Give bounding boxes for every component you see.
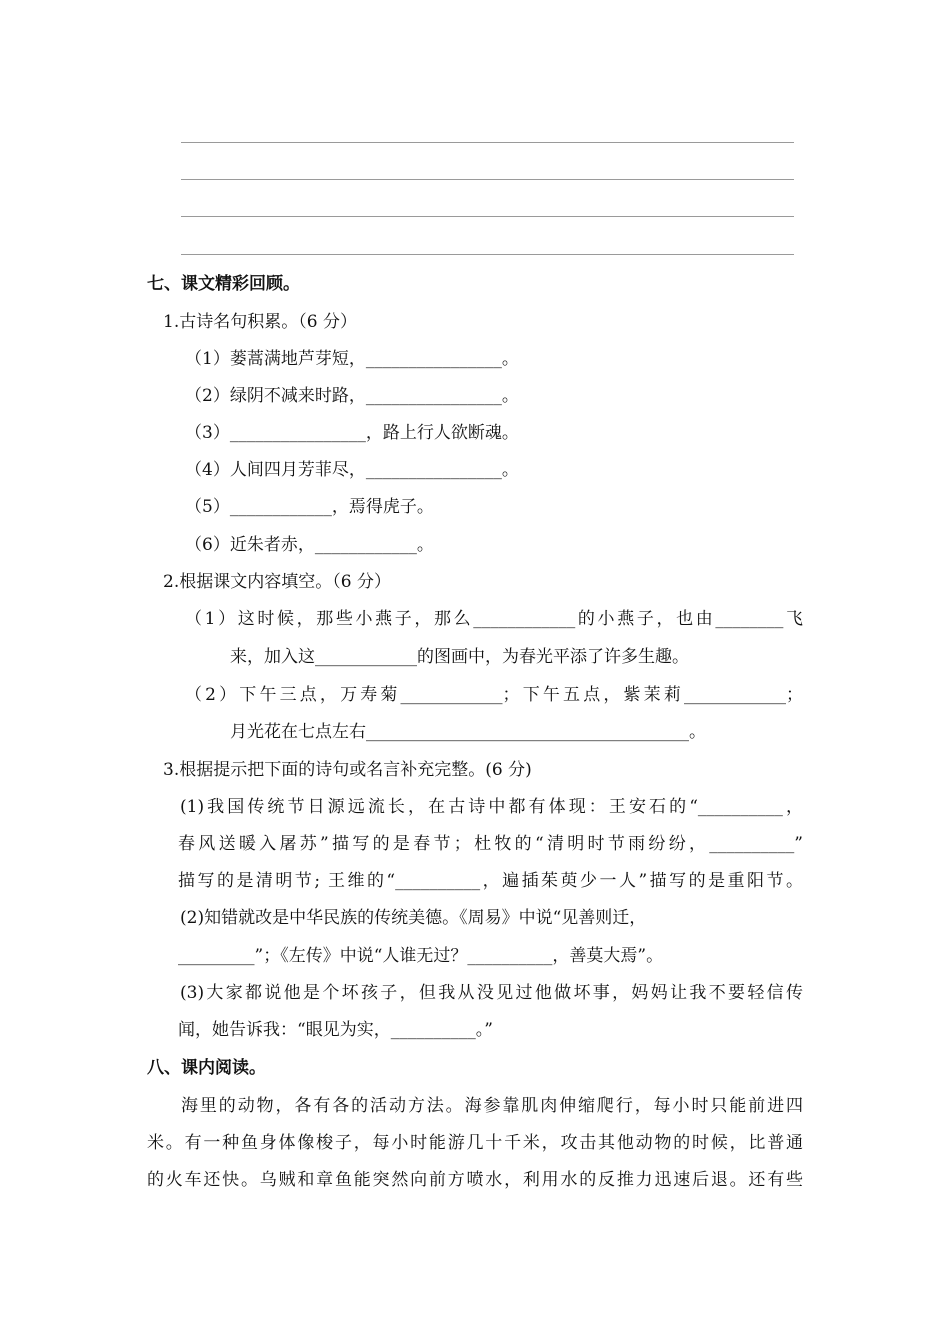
q1-item[interactable]: （6）近朱者赤，____________。 xyxy=(185,535,434,555)
q3-line: (2)知错就改是中华民族的传统美德。《周易》中说“见善则迁， xyxy=(180,908,647,928)
q1-item[interactable]: （4）人间四月芳菲尽，________________。 xyxy=(185,460,519,480)
answer-line[interactable] xyxy=(181,254,794,255)
answer-line[interactable] xyxy=(181,216,794,217)
q2-line[interactable]: （1）这时候，那些小燕子，那么____________的小燕子，也由________飞 xyxy=(185,609,803,629)
q1-title: 1.古诗名句积累。（6 分） xyxy=(163,312,357,332)
q3-line: (3)大家都说他是个坏孩子，但我从没见过他做坏事，妈妈让我不要轻信传 xyxy=(180,983,803,1003)
passage-line: 海里的动物，各有各的活动方法。海参靠肌肉伸缩爬行，每小时只能前进四 xyxy=(181,1096,803,1116)
answer-line[interactable] xyxy=(181,179,794,180)
q1-item[interactable]: （5）____________，焉得虎子。 xyxy=(185,497,434,517)
q2-line[interactable]: 来，加入这____________的图画中，为春光平添了许多生趣。 xyxy=(230,647,689,667)
q3-line[interactable]: 闻，她告诉我：“眼见为实，__________。” xyxy=(178,1020,493,1040)
q3-title: 3.根据提示把下面的诗句或名言补充完整。(6 分) xyxy=(163,760,532,780)
answer-line[interactable] xyxy=(181,142,794,143)
passage-line: 米。有一种鱼身体像梭子，每小时能游几十千米，攻击其他动物的时候，比普通 xyxy=(147,1133,803,1153)
q3-line[interactable]: (1)我国传统节日源远流长，在古诗中都有体现：王安石的“__________， xyxy=(180,797,803,817)
q2-line[interactable]: 月光花在七点左右______________________________________。 xyxy=(230,722,706,742)
q2-title: 2.根据课文内容填空。（6 分） xyxy=(163,572,391,592)
q1-item[interactable]: （3）________________，路上行人欲断魂。 xyxy=(185,423,519,443)
q1-item[interactable]: （2）绿阴不减来时路，________________。 xyxy=(185,386,519,406)
q3-line[interactable]: 春风送暖入屠苏”描写的是春节；杜牧的“清明时节雨纷纷，__________” xyxy=(178,834,803,854)
q3-line[interactable]: _________”；《左传》中说“人谁无过？__________，善莫大焉”。 xyxy=(178,946,664,966)
q2-line[interactable]: （2）下午三点，万寿菊____________；下午五点，紫茉莉____________； xyxy=(185,685,803,705)
section-7-title: 七、课文精彩回顾。 xyxy=(147,274,300,294)
passage-line: 的火车还快。乌贼和章鱼能突然向前方喷水，利用水的反推力迅速后退。还有些 xyxy=(147,1170,803,1190)
section-8-title: 八、课内阅读。 xyxy=(147,1058,266,1078)
q1-item[interactable]: （1）蒌蒿满地芦芽短，________________。 xyxy=(185,349,519,369)
q3-line[interactable]: 描写的是清明节; 王维的“__________，遍插茱萸少一人”描写的是重阳节。 xyxy=(178,871,803,891)
